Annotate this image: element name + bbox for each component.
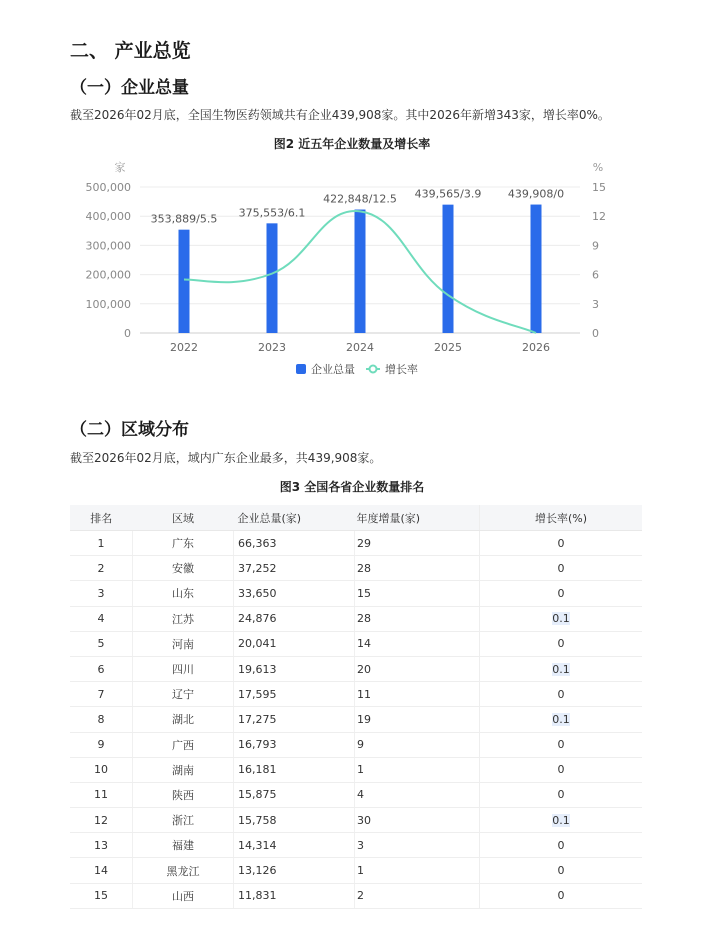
cell-rank: 1 bbox=[70, 531, 133, 556]
section-title: 二、 产业总览 bbox=[70, 40, 191, 62]
cell-total: 15,875 bbox=[234, 782, 355, 807]
subsection-title-region: （二）区域分布 bbox=[70, 420, 189, 440]
table-header-row bbox=[70, 505, 642, 531]
bar-2023 bbox=[267, 223, 278, 333]
cell-region: 河南 bbox=[133, 631, 234, 656]
cell-growth: 0 bbox=[480, 531, 643, 556]
cell-growth bbox=[480, 808, 643, 833]
table-row bbox=[70, 656, 642, 681]
legend-label-line: 增长率 bbox=[385, 363, 418, 376]
cell-growth bbox=[480, 707, 643, 732]
left-tick-label: 400,000 bbox=[85, 210, 131, 224]
cell-rank: 8 bbox=[70, 707, 133, 732]
cell-total: 17,595 bbox=[234, 682, 355, 707]
cell-region: 陕西 bbox=[133, 782, 234, 807]
cell-increase: 11 bbox=[355, 682, 480, 707]
cell-region: 黑龙江 bbox=[133, 858, 234, 883]
cell-rank: 10 bbox=[70, 757, 133, 782]
cell-increase: 3 bbox=[355, 833, 480, 858]
bar-2025 bbox=[443, 205, 454, 333]
right-tick-label: 15 bbox=[592, 181, 606, 194]
data-label: 439,908/0 bbox=[507, 187, 565, 201]
cell-total: 14,314 bbox=[234, 833, 355, 858]
left-tick-label: 500,000 bbox=[85, 181, 131, 194]
cell-growth: 0 bbox=[480, 757, 643, 782]
cell-growth bbox=[480, 656, 643, 681]
growth-value: 0.1 bbox=[552, 712, 570, 726]
data-label: 375,553/6.1 bbox=[238, 206, 306, 220]
table-row bbox=[70, 858, 642, 883]
header-region: 区域 bbox=[133, 505, 234, 531]
category-label: 2023 bbox=[258, 341, 286, 354]
cell-increase: 30 bbox=[355, 808, 480, 833]
table-row bbox=[70, 631, 642, 656]
table-caption: 图3 全国各省企业数量排名 bbox=[279, 480, 425, 494]
header-growth: 增长率(%) bbox=[480, 505, 643, 531]
table-row bbox=[70, 606, 642, 631]
cell-growth: 0 bbox=[480, 883, 643, 908]
cell-increase: 2 bbox=[355, 883, 480, 908]
cell-rank: 2 bbox=[70, 556, 133, 581]
cell-region: 辽宁 bbox=[133, 682, 234, 707]
enterprise-count-chart bbox=[0, 150, 704, 390]
right-tick-label: 12 bbox=[592, 210, 606, 224]
cell-growth: 0 bbox=[480, 858, 643, 883]
table-row bbox=[70, 531, 642, 556]
cell-region: 江苏 bbox=[133, 606, 234, 631]
province-ranking-table bbox=[70, 505, 642, 909]
data-label: 422,848/12.5 bbox=[323, 192, 397, 206]
cell-region: 山东 bbox=[133, 581, 234, 606]
table-row bbox=[70, 707, 642, 732]
cell-increase: 1 bbox=[355, 757, 480, 782]
table-row bbox=[70, 581, 642, 606]
cell-growth: 0 bbox=[480, 581, 643, 606]
cell-region: 湖北 bbox=[133, 707, 234, 732]
table-row bbox=[70, 883, 642, 908]
cell-total: 19,613 bbox=[234, 656, 355, 681]
header-rank: 排名 bbox=[70, 505, 133, 531]
cell-rank: 13 bbox=[70, 833, 133, 858]
left-tick-label: 100,000 bbox=[85, 297, 131, 311]
cell-total: 13,126 bbox=[234, 858, 355, 883]
cell-region: 安徽 bbox=[133, 556, 234, 581]
left-axis-unit: 家 bbox=[114, 161, 126, 174]
cell-rank: 12 bbox=[70, 808, 133, 833]
cell-region: 浙江 bbox=[133, 808, 234, 833]
cell-region: 广西 bbox=[133, 732, 234, 757]
cell-rank: 7 bbox=[70, 682, 133, 707]
right-tick-label: 6 bbox=[592, 268, 599, 282]
cell-total: 11,831 bbox=[234, 883, 355, 908]
cell-rank: 6 bbox=[70, 656, 133, 681]
cell-region: 四川 bbox=[133, 656, 234, 681]
right-tick-label: 0 bbox=[592, 327, 599, 340]
cell-increase: 14 bbox=[355, 631, 480, 656]
cell-increase: 20 bbox=[355, 656, 480, 681]
cell-rank: 9 bbox=[70, 732, 133, 757]
right-tick-label: 3 bbox=[592, 297, 599, 311]
region-summary-text: 截至2026年02月底，域内广东企业最多，共439,908家。 bbox=[70, 451, 382, 465]
cell-increase: 9 bbox=[355, 732, 480, 757]
bar-2024 bbox=[355, 210, 366, 333]
cell-total: 24,876 bbox=[234, 606, 355, 631]
cell-rank: 4 bbox=[70, 606, 133, 631]
table-row bbox=[70, 682, 642, 707]
growth-value: 0.1 bbox=[552, 612, 570, 626]
cell-total: 33,650 bbox=[234, 581, 355, 606]
legend-label-bar: 企业总量 bbox=[311, 363, 355, 376]
growth-value: 0.1 bbox=[552, 662, 570, 676]
category-label: 2022 bbox=[170, 341, 198, 354]
cell-rank: 5 bbox=[70, 631, 133, 656]
cell-rank: 15 bbox=[70, 883, 133, 908]
cell-increase: 15 bbox=[355, 581, 480, 606]
table-row bbox=[70, 556, 642, 581]
table-row bbox=[70, 782, 642, 807]
left-tick-label: 0 bbox=[124, 327, 131, 340]
subsection-title-total: （一）企业总量 bbox=[70, 78, 189, 98]
cell-growth bbox=[480, 606, 643, 631]
cell-growth: 0 bbox=[480, 833, 643, 858]
header-total: 企业总量(家) bbox=[234, 505, 355, 531]
table-row bbox=[70, 757, 642, 782]
cell-growth: 0 bbox=[480, 732, 643, 757]
cell-increase: 1 bbox=[355, 858, 480, 883]
cell-region: 湖南 bbox=[133, 757, 234, 782]
cell-total: 15,758 bbox=[234, 808, 355, 833]
cell-growth: 0 bbox=[480, 556, 643, 581]
cell-total: 37,252 bbox=[234, 556, 355, 581]
cell-growth: 0 bbox=[480, 631, 643, 656]
right-axis-unit: % bbox=[592, 161, 604, 174]
cell-rank: 14 bbox=[70, 858, 133, 883]
data-label: 353,889/5.5 bbox=[150, 212, 218, 226]
cell-rank: 11 bbox=[70, 782, 133, 807]
cell-increase: 29 bbox=[355, 531, 480, 556]
cell-total: 16,793 bbox=[234, 732, 355, 757]
chart-caption: 图2 近五年企业数量及增长率 bbox=[273, 137, 431, 151]
total-summary-text: 截至2026年02月底，全国生物医药领域共有企业439,908家。其中2026年新增343家，增长率0%。 bbox=[70, 108, 610, 122]
category-label: 2024 bbox=[346, 341, 374, 354]
cell-increase: 28 bbox=[355, 556, 480, 581]
data-label: 439,565/3.9 bbox=[414, 187, 482, 201]
cell-increase: 28 bbox=[355, 606, 480, 631]
cell-increase: 19 bbox=[355, 707, 480, 732]
category-label: 2025 bbox=[434, 341, 462, 354]
bar-2022 bbox=[179, 230, 190, 333]
cell-growth: 0 bbox=[480, 682, 643, 707]
cell-total: 66,363 bbox=[234, 531, 355, 556]
table-row bbox=[70, 833, 642, 858]
right-tick-label: 9 bbox=[592, 239, 599, 253]
growth-value: 0.1 bbox=[552, 813, 570, 827]
cell-rank: 3 bbox=[70, 581, 133, 606]
legend-swatch-bar bbox=[296, 364, 306, 374]
category-label: 2026 bbox=[522, 341, 550, 354]
cell-region: 广东 bbox=[133, 531, 234, 556]
cell-total: 16,181 bbox=[234, 757, 355, 782]
cell-total: 20,041 bbox=[234, 631, 355, 656]
table-row bbox=[70, 808, 642, 833]
bar-2026 bbox=[531, 205, 542, 333]
cell-region: 福建 bbox=[133, 833, 234, 858]
legend-marker-line bbox=[370, 366, 377, 373]
cell-increase: 4 bbox=[355, 782, 480, 807]
left-tick-label: 300,000 bbox=[85, 239, 131, 253]
cell-region: 山西 bbox=[133, 883, 234, 908]
cell-total: 17,275 bbox=[234, 707, 355, 732]
left-tick-label: 200,000 bbox=[85, 268, 131, 282]
cell-growth: 0 bbox=[480, 782, 643, 807]
table-row bbox=[70, 732, 642, 757]
header-increase: 年度增量(家) bbox=[355, 505, 480, 531]
